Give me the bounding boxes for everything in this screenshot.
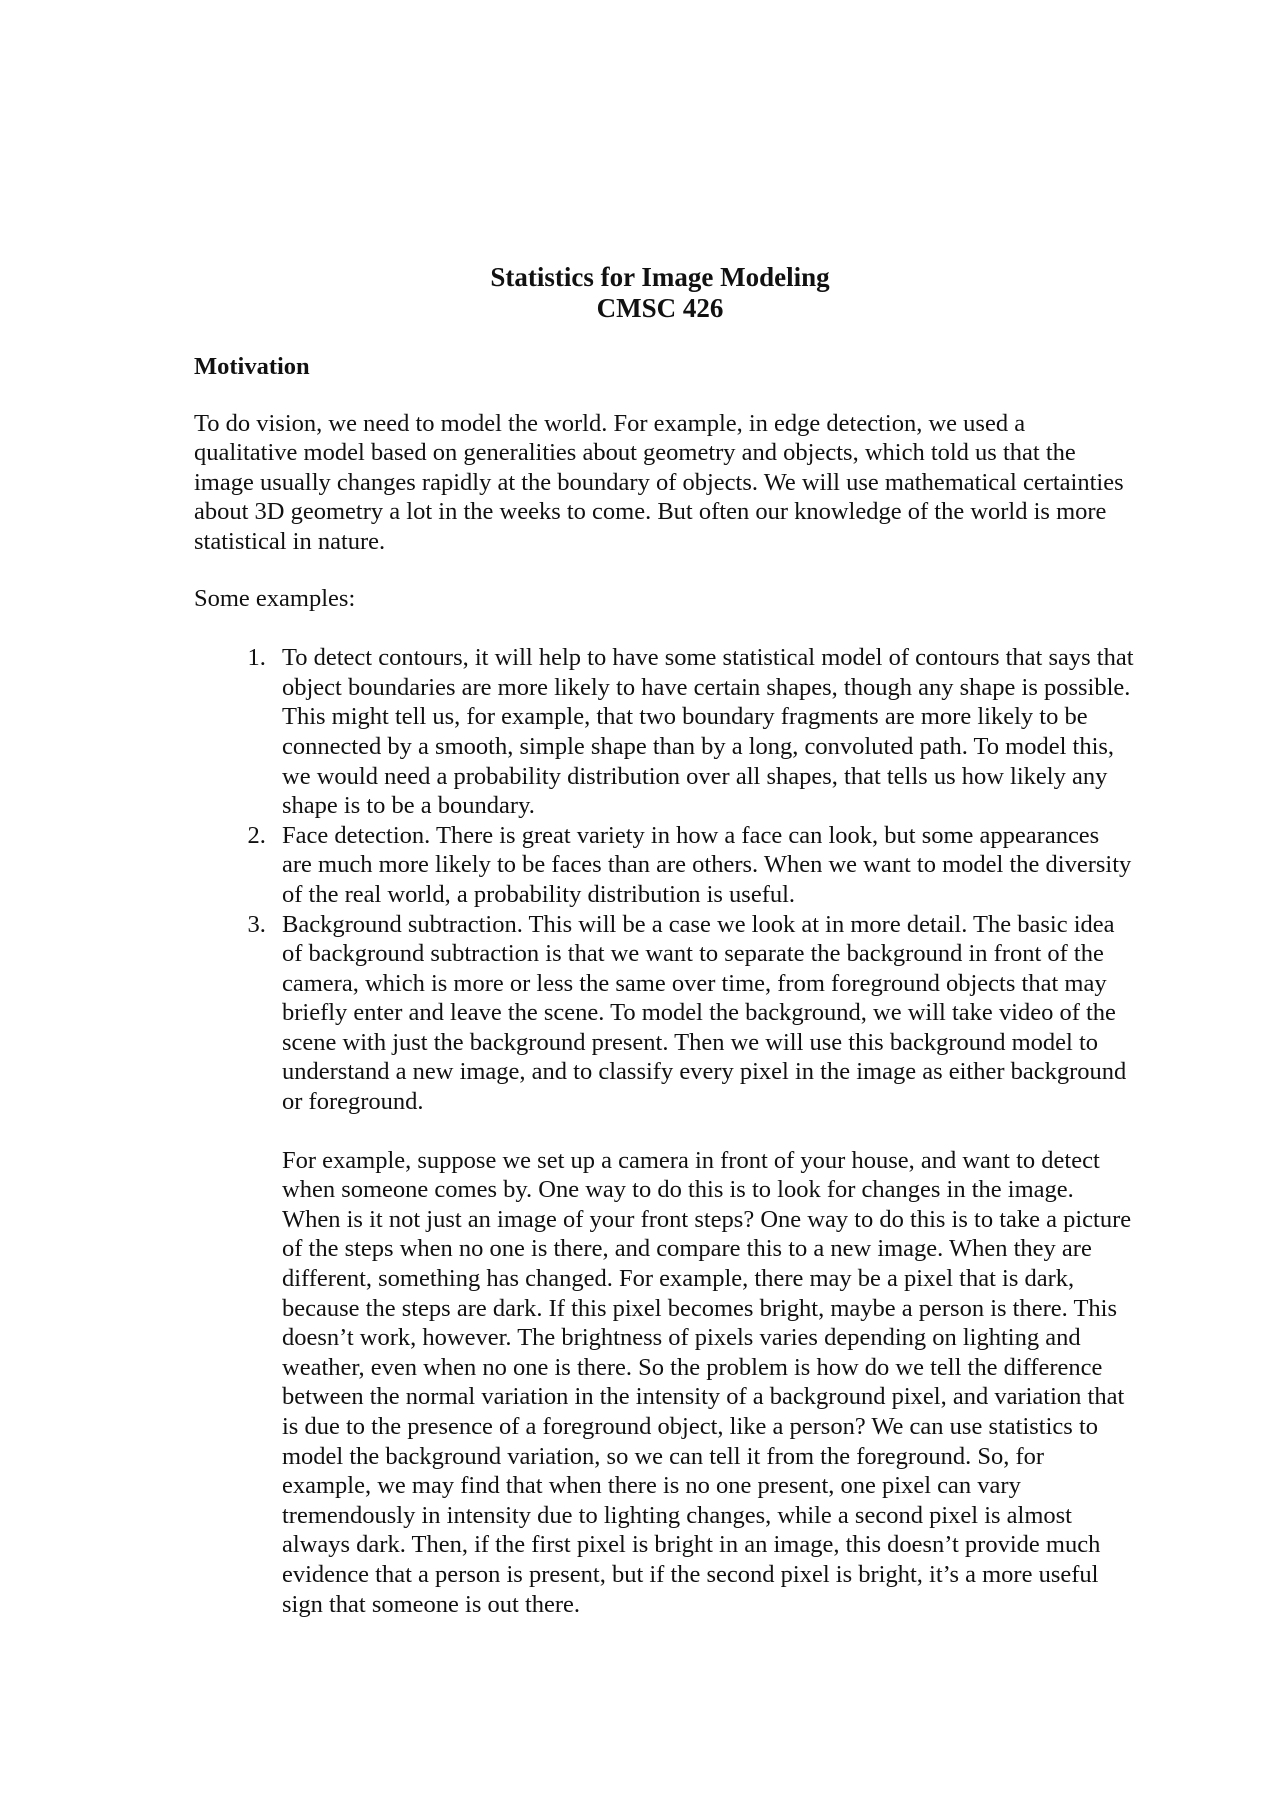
intro-paragraph: To do vision, we need to model the world. For example, in edge detection, we used a qualitative model based on generalities about geometry and objects, which told us that the image usually changes rapidly at the boundary of objects. We will use mathematical certainties about 3D geometry a lot in the weeks to come. But often our knowledge of the world is more statistical in nature. [194, 409, 1124, 555]
list-item [272, 910, 1134, 1620]
example-followup-paragraph: For example, suppose we set up a camera in front of your house, and want to detect when someone comes by. One way to do this is to look for changes in the image. When is it not just an image of your front steps? One way to do this is to take a picture of the steps when no one is there, and compare this to a new image. When they are different, something has changed. For example, there may be a pixel that is dark, because the steps are dark. If this pixel becomes bright, maybe a person is there. This doesn’t work, however. The brightness of pixels varies depending on lighting and weather, even when no one is there. So the problem is how do we tell the difference between the normal variation in the intensity of a background pixel, and variation that is due to the presence of a foreground object, like a person? We can use statistics to model the background variation, so we can tell it from the foreground. So, for example, we may find that when there is no one present, one pixel can vary tremendously in intensity due to lighting changes, while a second pixel is almost always dark. Then, if the first pixel is bright in an image, this doesn’t provide much evidence that a person is present, but if the second pixel is bright, it’s a more useful sign that someone is out there. [282, 1146, 1132, 1618]
examples-list [194, 643, 1134, 1619]
list-item [272, 643, 1134, 821]
examples-lead: Some examples: [194, 584, 356, 612]
example-text: Background subtraction. This will be a case we look at in more detail. The basic idea of background subtraction is that we want to separate the background in front of the camera, which is more or less the same over time, from foreground objects that may briefly enter and leave the scene. To model the background, we will take video of the scene with just the background present. Then we will use this background model to understand a new image, and to classify every pixel in the image as either background or foreground. [282, 910, 1127, 1116]
example-text: To detect contours, it will help to have some statistical model of contours that says that object boundaries are more likely to have certain shapes, though any shape is possible. This might tell us, for example, that two boundary fragments are more likely to be connected by a smooth, simple shape than by a long, convoluted path. To model this, we would need a probability distribution over all shapes, that tells us how likely any shape is to be a boundary. [282, 644, 1134, 820]
list-item [272, 821, 1134, 910]
example-text: Face detection. There is great variety in how a face can look, but some appearances are much more likely to be faces than are others. When we want to model the diversity of the real world, a probability distribution is useful. [282, 821, 1132, 908]
document-content [194, 262, 1134, 1619]
title-block [190, 262, 1130, 324]
course-code: CMSC 426 [596, 293, 724, 323]
document-title: Statistics for Image Modeling [490, 262, 830, 292]
section-heading-motivation: Motivation [194, 353, 310, 380]
